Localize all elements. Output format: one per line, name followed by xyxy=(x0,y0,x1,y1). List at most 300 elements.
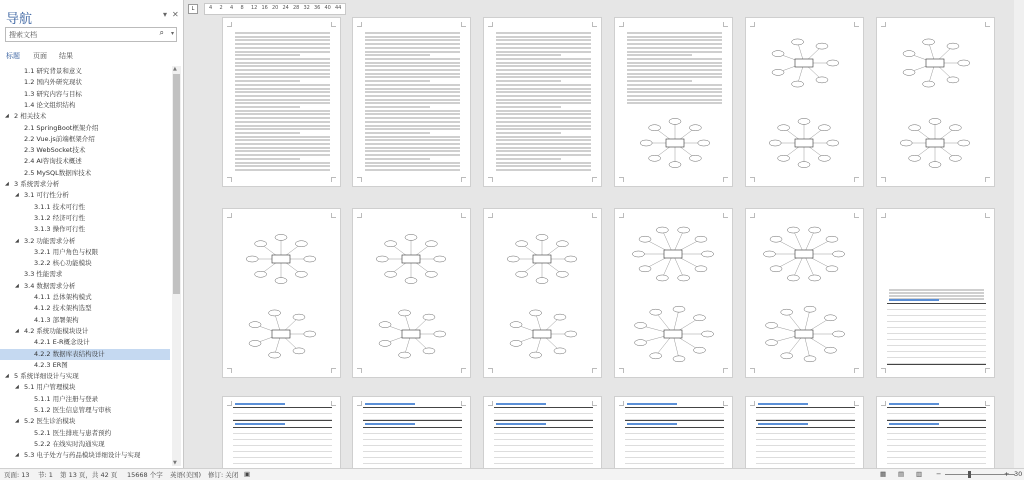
horizontal-ruler[interactable] xyxy=(204,3,346,15)
er-diagram xyxy=(895,33,975,93)
er-entity xyxy=(664,250,682,258)
text-line xyxy=(496,65,591,67)
text-line xyxy=(365,47,460,49)
er-attribute xyxy=(923,81,935,87)
nav-heading-item[interactable] xyxy=(0,236,170,247)
er-attribute xyxy=(792,81,804,87)
er-attribute xyxy=(809,227,821,233)
nav-heading-item[interactable] xyxy=(0,179,170,190)
er-attribute xyxy=(827,140,839,146)
page-corner-mark xyxy=(592,22,597,27)
table-caption xyxy=(889,403,939,405)
text-line xyxy=(496,54,561,56)
table-caption xyxy=(235,403,285,405)
er-figure xyxy=(502,304,582,366)
text-line xyxy=(627,88,722,90)
nav-heading-item[interactable] xyxy=(0,145,170,156)
page-corner-mark xyxy=(592,368,597,373)
text-line xyxy=(627,43,722,45)
er-diagram xyxy=(625,219,721,289)
er-figure xyxy=(895,113,975,175)
ruler-number: 32 xyxy=(303,5,310,11)
data-table xyxy=(756,427,855,468)
er-attribute xyxy=(689,125,701,131)
er-attribute xyxy=(949,155,961,161)
text-line xyxy=(496,121,591,123)
text-line xyxy=(627,80,692,82)
page-corner-mark xyxy=(227,401,232,406)
page-corner-mark xyxy=(881,401,886,406)
text-line xyxy=(496,43,591,45)
document-page[interactable] xyxy=(745,208,864,378)
data-table xyxy=(233,427,332,468)
print-layout-icon[interactable]: ▦ xyxy=(880,470,887,478)
nav-heading-label: 3.1.1 技术可行性 xyxy=(34,202,86,211)
text-line xyxy=(627,102,722,104)
document-area[interactable] xyxy=(184,0,1024,468)
collapse-icon[interactable]: ◢ xyxy=(5,181,9,187)
text-line xyxy=(496,84,591,86)
er-attribute xyxy=(781,353,793,359)
nav-heading-item[interactable] xyxy=(0,168,170,179)
er-diagram xyxy=(502,229,582,289)
text-line xyxy=(235,139,330,141)
document-scrollbar[interactable] xyxy=(1014,0,1024,468)
text-line xyxy=(365,102,460,104)
document-page[interactable] xyxy=(483,17,602,187)
text-line xyxy=(365,106,430,108)
nav-heading-label: 5.2.1 医生排班与患者预约 xyxy=(34,428,112,437)
text-line xyxy=(496,39,591,41)
er-attribute xyxy=(903,69,915,75)
nav-heading-item[interactable] xyxy=(0,190,170,201)
er-attribute xyxy=(958,140,970,146)
er-attribute xyxy=(379,322,391,328)
text-line xyxy=(365,54,430,56)
er-attribute xyxy=(425,241,437,247)
data-table xyxy=(363,407,462,421)
page-corner-mark xyxy=(881,368,886,373)
search-placeholder: 搜索文档 xyxy=(9,31,37,39)
nav-heading-item[interactable] xyxy=(0,337,170,348)
status-word-count[interactable]: 15668 个字 xyxy=(127,471,163,479)
text-line xyxy=(496,69,591,71)
text-line xyxy=(889,292,984,294)
ruler-number: 16 xyxy=(261,5,268,11)
page-corner-mark xyxy=(592,213,597,218)
er-figure xyxy=(756,219,852,291)
ruler-number: 24 xyxy=(282,5,289,11)
er-attribute xyxy=(255,241,267,247)
text-line xyxy=(235,125,330,127)
page-corner-mark xyxy=(357,213,362,218)
er-entity xyxy=(402,330,420,338)
nav-heading-label: 5 系统详细设计与实现 xyxy=(14,372,79,381)
table-caption xyxy=(627,403,677,405)
nav-heading-item[interactable] xyxy=(0,292,170,303)
text-line xyxy=(235,80,300,82)
nav-heading-item[interactable] xyxy=(0,77,170,88)
nav-heading-item[interactable] xyxy=(0,202,170,213)
page-corner-mark xyxy=(985,401,990,406)
text-line xyxy=(235,88,330,90)
table-caption xyxy=(365,423,415,425)
scroll-up-icon[interactable]: ▲ xyxy=(173,66,177,72)
nav-heading-label: 3.1 可行性分析 xyxy=(24,191,69,200)
er-entity xyxy=(666,139,684,147)
zoom-level[interactable]: 30 xyxy=(1014,470,1023,478)
status-page[interactable]: 页面: 13 xyxy=(4,471,30,479)
er-attribute xyxy=(693,315,705,321)
document-page[interactable] xyxy=(483,396,602,468)
page-corner-mark xyxy=(331,177,336,182)
nav-heading-item[interactable] xyxy=(0,405,170,416)
collapse-icon[interactable]: ◢ xyxy=(15,192,19,199)
er-attribute xyxy=(909,155,921,161)
collapse-icon[interactable]: ◢ xyxy=(15,282,19,289)
er-diagram xyxy=(635,113,715,173)
er-entity xyxy=(272,255,290,263)
table-caption xyxy=(627,423,677,425)
text-line xyxy=(365,165,460,167)
document-page[interactable] xyxy=(483,208,602,378)
document-page[interactable] xyxy=(745,396,864,468)
zoom-slider-thumb[interactable] xyxy=(968,471,971,478)
text-line xyxy=(627,69,722,71)
er-figure xyxy=(756,299,852,371)
web-layout-icon[interactable]: ▥ xyxy=(916,470,923,478)
er-attribute xyxy=(900,140,912,146)
text-line xyxy=(365,154,460,156)
collapse-icon[interactable]: ◢ xyxy=(5,113,9,120)
er-attribute xyxy=(635,322,647,328)
tab-results[interactable]: 结果 xyxy=(59,52,73,60)
nav-heading-item[interactable] xyxy=(0,224,170,235)
table-row xyxy=(233,414,332,420)
page-corner-mark xyxy=(357,22,362,27)
er-attribute xyxy=(826,236,838,242)
nav-heading-item[interactable] xyxy=(0,394,170,405)
text-line xyxy=(235,47,330,49)
page-corner-mark xyxy=(357,401,362,406)
page-corner-mark xyxy=(881,22,886,27)
er-attribute xyxy=(798,162,810,168)
nav-heading-item[interactable] xyxy=(0,326,170,337)
er-attribute xyxy=(639,266,651,272)
page-corner-mark xyxy=(985,213,990,218)
text-line xyxy=(496,143,591,145)
document-page[interactable] xyxy=(745,17,864,187)
er-figure xyxy=(241,229,321,291)
er-attribute xyxy=(635,340,647,346)
page-corner-mark xyxy=(854,401,859,406)
zoom-out-icon[interactable]: − xyxy=(936,470,942,478)
nav-heading-item[interactable] xyxy=(0,213,170,224)
document-page[interactable] xyxy=(876,208,995,378)
er-attribute xyxy=(246,256,258,262)
document-page[interactable] xyxy=(352,208,471,378)
status-page-of[interactable]: 第 13 页，共 42 页 xyxy=(60,471,118,479)
er-attribute xyxy=(678,275,690,281)
nav-heading-item[interactable] xyxy=(0,156,170,167)
er-attribute xyxy=(255,271,267,277)
text-line xyxy=(627,95,722,97)
er-attribute xyxy=(530,352,542,358)
nav-scrollbar[interactable] xyxy=(172,66,181,466)
er-figure xyxy=(371,304,451,366)
collapse-icon[interactable]: ◢ xyxy=(15,384,19,391)
document-page[interactable] xyxy=(876,396,995,468)
table-caption xyxy=(758,423,808,425)
nav-pane-close-icon[interactable]: ✕ xyxy=(172,10,179,19)
ruler-number: 20 xyxy=(272,5,279,11)
text-line xyxy=(627,47,722,49)
collapse-icon[interactable]: ◢ xyxy=(15,418,19,425)
er-attribute xyxy=(824,315,836,321)
page-corner-mark xyxy=(357,177,362,182)
nav-heading-label: 2.4 AI咨询技术概述 xyxy=(24,157,82,166)
er-attribute xyxy=(639,236,651,242)
nav-heading-label: 5.2 医生诊治模块 xyxy=(24,417,76,426)
nav-heading-label: 1.2 国内外研究现状 xyxy=(24,78,82,87)
page-corner-mark xyxy=(488,401,493,406)
er-diagram xyxy=(764,113,844,173)
text-line xyxy=(365,80,430,82)
text-line xyxy=(496,32,591,34)
text-line xyxy=(496,136,591,138)
er-attribute xyxy=(929,162,941,168)
nav-heading-item[interactable] xyxy=(0,450,170,461)
text-line xyxy=(235,158,300,160)
nav-heading-item[interactable] xyxy=(0,123,170,134)
page-corner-mark xyxy=(488,177,493,182)
nav-scrollbar-thumb[interactable] xyxy=(173,74,180,294)
er-entity xyxy=(795,330,813,338)
er-attribute xyxy=(565,256,577,262)
er-figure xyxy=(502,229,582,291)
text-line xyxy=(365,169,460,171)
nav-heading-item[interactable] xyxy=(0,315,170,326)
er-attribute xyxy=(770,266,782,272)
er-diagram xyxy=(756,299,852,369)
text-line xyxy=(889,295,984,297)
text-line xyxy=(496,165,591,167)
page-corner-mark xyxy=(227,368,232,373)
document-page[interactable] xyxy=(222,208,341,378)
text-line xyxy=(627,51,722,53)
text-line xyxy=(496,150,591,152)
nav-heading-label: 2.2 Vue.js前端框架介绍 xyxy=(24,134,95,143)
nav-heading-item[interactable] xyxy=(0,382,170,393)
status-section[interactable]: 节: 1 xyxy=(38,471,53,479)
nav-heading-item[interactable] xyxy=(0,258,170,269)
er-attribute xyxy=(536,278,548,284)
page-corner-mark xyxy=(750,177,755,182)
data-table xyxy=(494,427,593,468)
text-line xyxy=(235,143,330,145)
nav-heading-item[interactable] xyxy=(0,134,170,145)
text-line xyxy=(365,69,460,71)
full-screen-reading-icon[interactable]: ▤ xyxy=(898,470,905,478)
table-row xyxy=(363,414,462,420)
document-page[interactable] xyxy=(614,208,733,378)
tab-pages[interactable]: 页面 xyxy=(33,52,47,60)
er-attribute xyxy=(947,77,959,83)
text-line xyxy=(235,58,330,60)
data-table xyxy=(363,427,462,468)
nav-heading-item[interactable] xyxy=(0,281,170,292)
nav-heading-item[interactable] xyxy=(0,303,170,314)
status-language[interactable]: 英语(美国) xyxy=(170,471,202,479)
text-line xyxy=(496,154,591,156)
nav-heading-label: 3.2.2 核心功能模块 xyxy=(34,259,92,268)
document-page[interactable] xyxy=(352,17,471,187)
er-attribute xyxy=(778,155,790,161)
nav-heading-item[interactable] xyxy=(0,439,170,450)
er-attribute xyxy=(673,356,685,362)
text-line xyxy=(496,73,591,75)
page-corner-mark xyxy=(461,368,466,373)
nav-heading-item[interactable] xyxy=(0,247,170,258)
document-page[interactable] xyxy=(614,17,733,187)
nav-heading-label: 5.1 用户管理模块 xyxy=(24,383,76,392)
tab-headings[interactable]: 标题 xyxy=(6,52,20,60)
er-diagram xyxy=(241,304,321,364)
nav-heading-label: 4.1.1 总体架构模式 xyxy=(34,293,92,301)
text-line xyxy=(365,65,460,67)
nav-heading-item[interactable] xyxy=(0,66,170,77)
tab-selector[interactable]: L xyxy=(188,4,198,14)
text-line xyxy=(235,150,330,152)
document-page[interactable] xyxy=(222,396,341,468)
text-line xyxy=(235,162,330,164)
text-line xyxy=(496,139,591,141)
text-line xyxy=(365,62,460,64)
nav-heading-item[interactable] xyxy=(0,111,170,122)
er-attribute xyxy=(399,310,411,316)
nav-heading-item[interactable] xyxy=(0,269,170,280)
text-line xyxy=(365,51,460,53)
er-attribute xyxy=(809,275,821,281)
search-icon[interactable]: ⌕ xyxy=(159,28,164,37)
er-diagram xyxy=(502,304,582,364)
text-line xyxy=(627,58,722,60)
nav-heading-item[interactable] xyxy=(0,89,170,100)
ruler-number: 28 xyxy=(293,5,300,11)
search-input[interactable] xyxy=(5,27,177,42)
text-line xyxy=(496,91,591,93)
text-line xyxy=(365,91,460,93)
text-line xyxy=(627,91,722,93)
er-attribute xyxy=(434,256,446,262)
collapse-icon[interactable]: ◢ xyxy=(15,237,19,244)
er-attribute xyxy=(385,241,397,247)
er-attribute xyxy=(818,155,830,161)
er-diagram xyxy=(371,304,451,364)
zoom-in-icon[interactable]: + xyxy=(1004,470,1010,478)
collapse-icon[interactable]: ◢ xyxy=(15,327,19,334)
navigation-pane xyxy=(0,0,184,468)
search-dropdown-icon[interactable]: ▾ xyxy=(170,30,174,37)
page-corner-mark xyxy=(723,177,728,182)
nav-heading-item[interactable] xyxy=(0,416,170,427)
collapse-icon[interactable]: ◢ xyxy=(5,373,9,380)
document-page[interactable] xyxy=(352,396,471,468)
er-diagram xyxy=(241,229,321,289)
er-figure xyxy=(625,219,721,291)
text-line xyxy=(235,54,300,56)
text-line xyxy=(365,136,460,138)
er-attribute xyxy=(556,271,568,277)
text-line xyxy=(235,73,330,75)
er-attribute xyxy=(669,162,681,168)
status-track-changes[interactable]: 修订: 关闭 xyxy=(208,471,239,479)
text-line xyxy=(496,58,591,60)
nav-heading-label: 3.1.3 操作可行性 xyxy=(34,225,86,234)
er-diagram xyxy=(895,113,975,173)
nav-heading-label: 4.2.3 ER图 xyxy=(34,360,68,369)
collapse-icon[interactable]: ◢ xyxy=(15,452,19,459)
er-attribute xyxy=(405,278,417,284)
nav-heading-item[interactable] xyxy=(0,360,170,371)
er-attribute xyxy=(423,348,435,354)
table-row xyxy=(887,358,986,364)
er-attribute xyxy=(650,309,662,315)
text-line xyxy=(235,36,330,38)
macro-record-icon[interactable]: ▣ xyxy=(244,470,251,478)
er-attribute xyxy=(556,241,568,247)
er-entity xyxy=(795,59,813,67)
nav-heading-label: 3 系统需求分析 xyxy=(14,180,60,188)
text-line xyxy=(365,95,460,97)
er-attribute xyxy=(787,275,799,281)
er-attribute xyxy=(770,236,782,242)
text-line xyxy=(627,84,722,86)
nav-heading-label: 4.2 系统功能模块设计 xyxy=(24,326,89,335)
nav-heading-item[interactable] xyxy=(0,349,170,360)
nav-heading-item[interactable] xyxy=(0,371,170,382)
text-line xyxy=(235,154,330,156)
er-attribute xyxy=(640,140,652,146)
er-entity xyxy=(664,330,682,338)
er-attribute xyxy=(792,39,804,45)
text-line xyxy=(889,289,984,291)
table-caption xyxy=(496,423,546,425)
text-line xyxy=(235,121,330,123)
er-attribute xyxy=(804,306,816,312)
page-corner-mark xyxy=(331,213,336,218)
text-line xyxy=(365,150,460,152)
er-attribute xyxy=(293,314,305,320)
er-attribute xyxy=(781,309,793,315)
er-attribute xyxy=(766,340,778,346)
document-page[interactable] xyxy=(222,17,341,187)
nav-heading-label: 2.3 WebSocket技术 xyxy=(24,146,86,155)
nav-heading-label: 3.4 数据需求分析 xyxy=(24,281,76,290)
page-corner-mark xyxy=(488,213,493,218)
table-row xyxy=(756,414,855,420)
document-page[interactable] xyxy=(614,396,733,468)
nav-heading-label: 5.1.1 用户注册与登录 xyxy=(34,394,99,403)
nav-pane-options-icon[interactable]: ▾ xyxy=(163,10,168,19)
er-attribute xyxy=(909,125,921,131)
text-line xyxy=(627,39,722,41)
document-page[interactable] xyxy=(876,17,995,187)
nav-heading-item[interactable] xyxy=(0,428,170,439)
scroll-down-icon[interactable]: ▼ xyxy=(173,460,177,466)
text-line xyxy=(496,88,591,90)
nav-heading-item[interactable] xyxy=(0,100,170,111)
